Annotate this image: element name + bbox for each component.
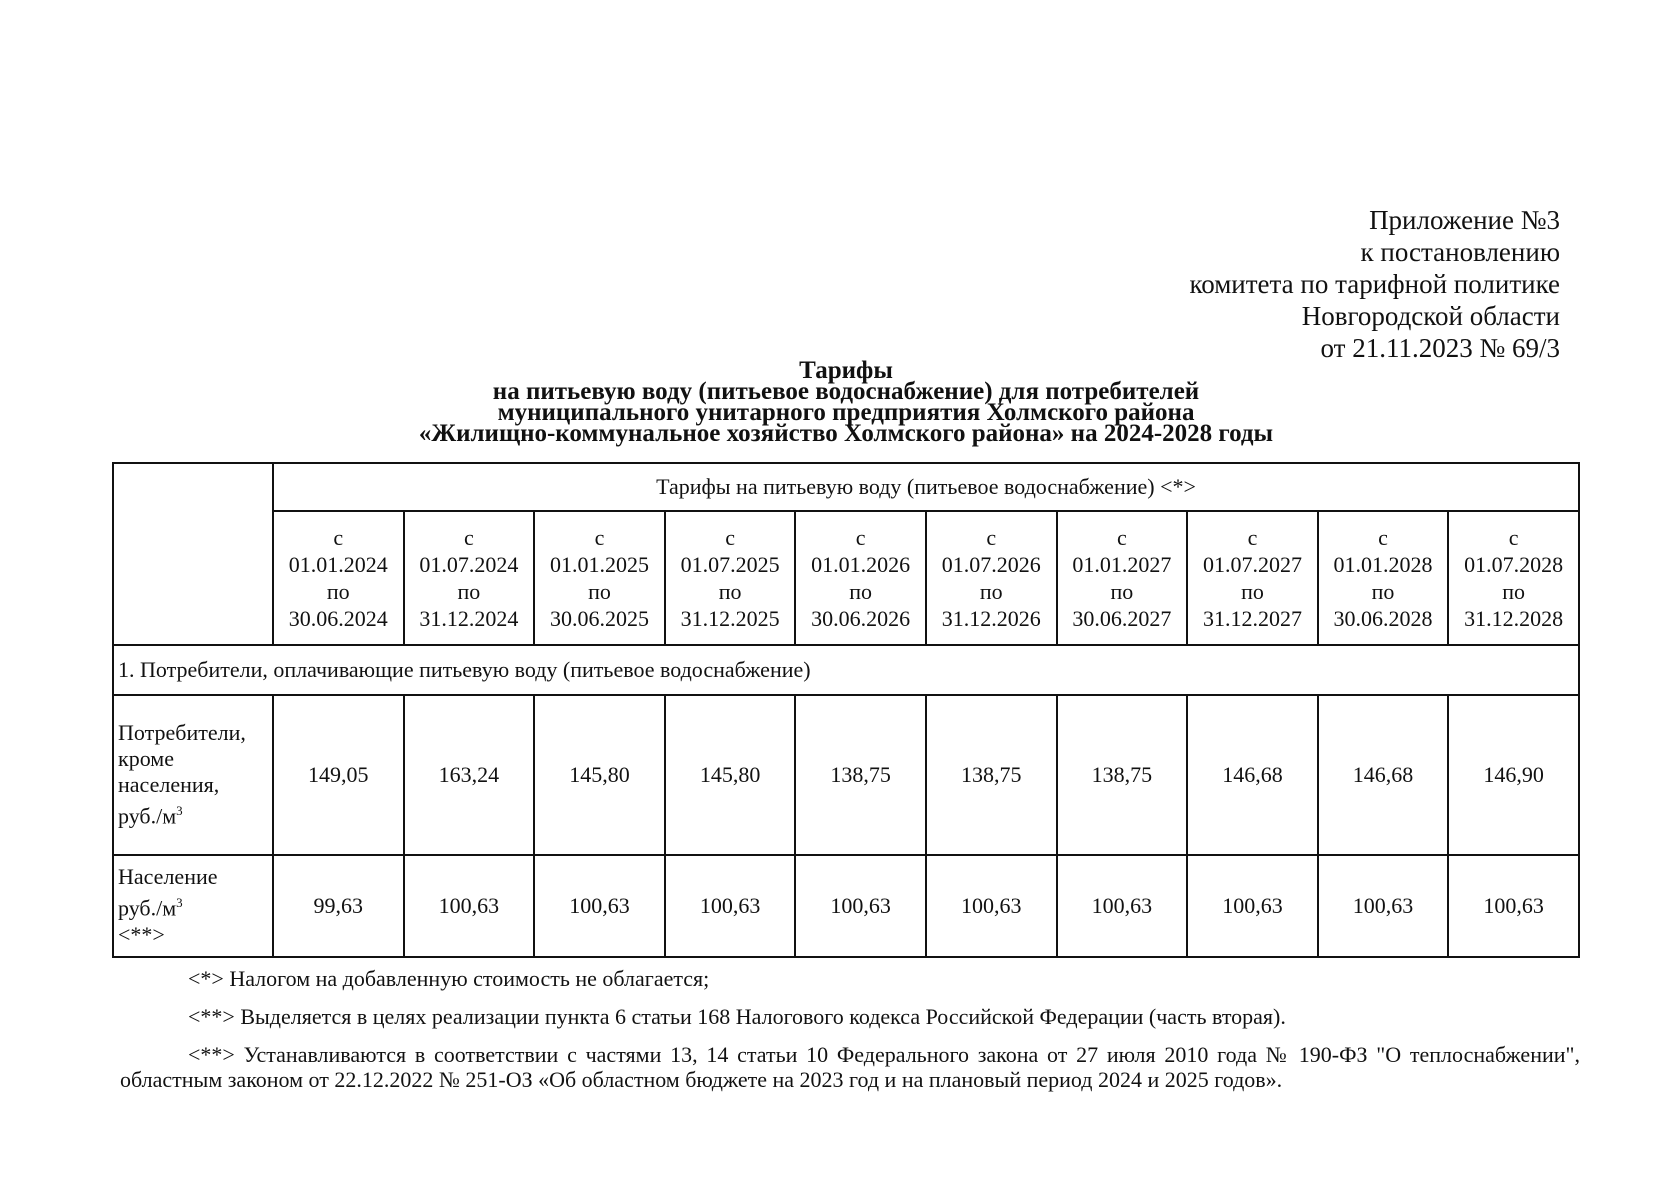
period-header-row [113,511,1579,645]
period-po: по [718,579,742,604]
tariff-value-cell: 100,63 [404,855,535,957]
period-from: 01.01.2028 [1333,552,1433,577]
period-header-cell [1318,511,1449,645]
period-to: 30.06.2026 [811,606,911,631]
period-po: по [849,579,873,604]
tariff-value-cell: 100,63 [795,855,926,957]
row-label-line [118,864,272,890]
period-po: по [1371,579,1395,604]
table-row [113,855,1579,957]
period-to: 31.12.2027 [1202,606,1302,631]
period-c: с [725,525,735,550]
row-label-cell [113,855,273,957]
row-label-line [118,890,272,921]
tariff-value-cell: 100,63 [1057,855,1188,957]
period-po: по [1502,579,1526,604]
appendix-line: от 21.11.2023 № 69/3 [1320,333,1560,363]
tariff-value-cell: 100,63 [926,855,1057,957]
row-label-footnote-mark: <**> [118,921,165,947]
row-label-text: населения, [118,772,220,798]
tariff-value-cell: 146,68 [1318,695,1449,855]
tariff-value-cell: 100,63 [665,855,796,957]
appendix-line: комитета по тарифной политике [1189,269,1560,299]
period-from: 01.07.2028 [1464,552,1564,577]
period-header-cell [926,511,1057,645]
period-c: с [855,525,866,550]
period-header-cell [534,511,665,645]
period-c: с [986,525,997,550]
title-line: на питьевую воду (питьевое водоснабжение) для потребителей [492,378,1200,405]
row-label-text: Население [118,864,218,890]
period-po: по [1110,579,1134,604]
appendix-line: Приложение №3 [1369,205,1560,235]
footnote: <**> Устанавливаются в соответствии с частями 13, 14 статьи 10 Федерального закона от 27 июля 2010 года № 190-ФЗ "О теплоснабжении", областным законом от 22.12.2022 № 251-ОЗ «Об областном бюджете на 2023 год и на плановый период 2024 и 2025 годов». [120,1042,1580,1092]
period-from: 01.07.2024 [419,552,519,577]
period-header-cell [273,511,404,645]
tariff-value-cell: 145,80 [665,695,796,855]
period-header-cell [1187,511,1318,645]
group-header-cell: Тарифы на питьевую воду (питьевое водоснабжение) <*> [273,463,1579,511]
section-row [113,645,1579,695]
row-label-line [118,746,272,772]
period-c: с [1378,525,1388,550]
tariff-value-cell: 99,63 [273,855,404,957]
document-title [112,357,1580,447]
period-po: по [588,579,611,604]
tariff-value-cell: 149,05 [273,695,404,855]
row-label-cell [113,695,273,855]
row-label-line [118,798,272,829]
footnote: <**> Выделяется в целях реализации пункта 6 статьи 168 Налогового кодекса Российской Федерации (часть вторая). [188,1004,1286,1029]
period-c: с [464,525,474,550]
table-header-row [113,463,1579,511]
period-po: по [1241,579,1264,604]
tariff-value-cell: 100,63 [534,855,665,957]
period-po: по [979,579,1003,604]
period-header-cell [404,511,535,645]
period-header-cell [795,511,926,645]
period-from: 01.01.2024 [288,552,388,577]
appendix-header [1189,204,1560,364]
table-row [113,695,1579,855]
period-po: по [326,579,350,604]
period-c: с [594,525,605,550]
period-c: с [1247,525,1258,550]
period-from: 01.07.2026 [941,552,1041,577]
period-to: 30.06.2024 [288,606,388,631]
period-header-cell [1057,511,1188,645]
tariff-value-cell: 146,68 [1187,695,1318,855]
row-label-text: кроме [118,746,174,772]
period-from: 01.01.2026 [811,552,911,577]
title-line: муниципального унитарного предприятия Холмского района [497,399,1195,426]
period-from: 01.01.2025 [549,552,649,577]
tariff-value-cell: 146,90 [1448,695,1579,855]
period-to: 31.12.2026 [941,606,1041,631]
footnote: <*> Налогом на добавленную стоимость не облагается; [188,966,710,991]
tariff-table [112,462,1580,958]
tariff-value-cell: 100,63 [1448,855,1579,957]
tariff-value-cell: 100,63 [1187,855,1318,957]
tariff-value-cell: 138,75 [795,695,926,855]
row-label-text: руб./м [118,895,177,921]
period-to: 31.12.2028 [1464,606,1564,631]
row-label-text: руб./м [118,803,177,829]
section-cell: 1. Потребители, оплачивающие питьевую воду (питьевое водоснабжение) [113,645,1579,695]
period-from: 01.01.2027 [1072,552,1172,577]
appendix-line: к постановлению [1360,237,1560,267]
appendix-line: Новгородской области [1301,301,1560,331]
period-from: 01.07.2027 [1202,552,1302,577]
unit-superscript: 3 [176,803,183,819]
tariff-value-cell: 145,80 [534,695,665,855]
period-from: 01.07.2025 [680,552,780,577]
period-to: 31.12.2024 [419,606,519,631]
tariff-value-cell: 138,75 [1057,695,1188,855]
period-to: 30.06.2028 [1333,606,1433,631]
title-line: Тарифы [799,357,893,384]
period-to: 31.12.2025 [680,606,780,631]
row-label-line [118,720,272,746]
tariff-value-cell: 138,75 [926,695,1057,855]
title-line: «Жилищно-коммунальное хозяйство Холмского района» на 2024-2028 годы [418,420,1274,447]
period-to: 30.06.2027 [1072,606,1172,631]
period-header-cell [1448,511,1579,645]
corner-cell [113,463,273,645]
period-c: с [1508,525,1519,550]
period-po: по [457,579,481,604]
footnotes [120,966,1580,1105]
tariff-value-cell: 163,24 [404,695,535,855]
period-header-cell [665,511,796,645]
period-c: с [1116,525,1127,550]
row-label-line [118,772,272,798]
tariff-value-cell: 100,63 [1318,855,1449,957]
unit-superscript: 3 [176,895,183,911]
period-to: 30.06.2025 [549,606,649,631]
row-label-text: Потребители, [118,720,246,746]
period-c: с [333,525,344,550]
